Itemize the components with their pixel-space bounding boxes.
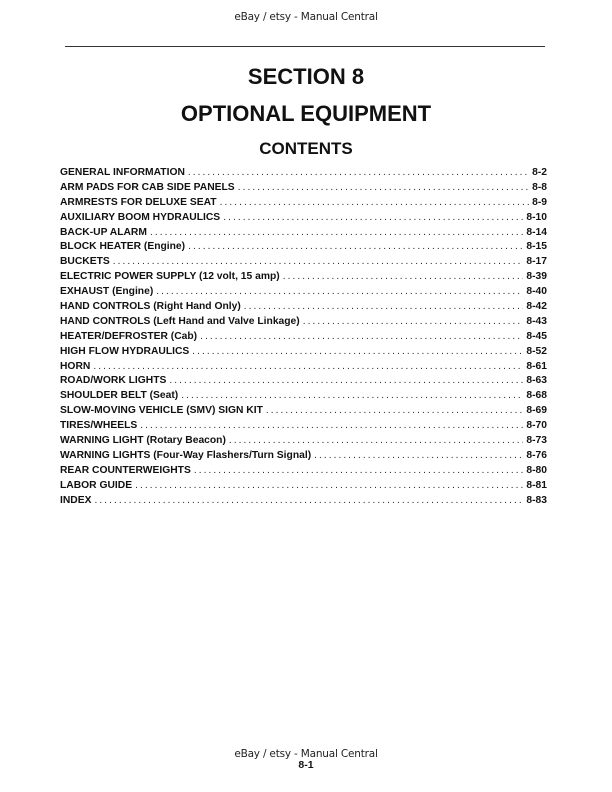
toc-entry[interactable]	[60, 285, 547, 300]
toc-entry[interactable]	[60, 494, 547, 509]
toc-entry-page: 8-17	[526, 256, 547, 268]
toc-entry-title: ROAD/WORK LIGHTS	[60, 375, 167, 387]
toc-entry-title: SLOW-MOVING VEHICLE (SMV) SIGN KIT	[60, 405, 263, 417]
toc-entry[interactable]	[60, 330, 547, 345]
toc-entry-title: GENERAL INFORMATION	[60, 167, 185, 178]
toc-entry[interactable]	[60, 166, 547, 181]
toc-entry[interactable]	[60, 464, 547, 479]
contents-heading: CONTENTS	[259, 139, 353, 158]
toc-entry-page: 8-76	[526, 449, 547, 461]
toc-entry-page: 8-69	[526, 405, 547, 417]
toc-leader-dots	[200, 330, 523, 345]
toc-entry-title: HIGH FLOW HYDRAULICS	[60, 345, 190, 357]
toc-leader-dots	[303, 315, 524, 330]
toc-entry-title: BUCKETS	[60, 256, 110, 268]
toc-entry-page: 8-15	[526, 241, 547, 253]
toc-entry-title: ELECTRIC POWER SUPPLY (12 volt, 15 amp)	[60, 271, 280, 283]
toc-entry-title: LABOR GUIDE	[60, 479, 133, 491]
toc-entry-page: 8-40	[526, 286, 547, 298]
toc-entry[interactable]	[60, 374, 547, 389]
toc-leader-dots	[314, 449, 523, 464]
toc-entry-title: INDEX	[60, 494, 92, 506]
toc-entry[interactable]	[60, 226, 547, 241]
toc-entry-page: 8-81	[526, 479, 547, 491]
toc-leader-dots	[220, 196, 530, 211]
toc-leader-dots	[238, 181, 529, 196]
table-of-contents	[60, 166, 547, 508]
toc-entry-title: HORN	[60, 360, 91, 372]
toc-entry-title: REAR COUNTERWEIGHTS	[60, 464, 191, 476]
toc-leader-dots	[113, 255, 524, 270]
toc-entry-page: 8-10	[526, 211, 547, 223]
section-title: SECTION 8	[247, 64, 365, 89]
toc-entry[interactable]	[60, 449, 547, 464]
toc-entry-page: 8-68	[526, 390, 547, 402]
toc-leader-dots	[283, 270, 524, 285]
toc-entry-title: BLOCK HEATER (Engine)	[60, 241, 186, 253]
toc-entry[interactable]	[60, 181, 547, 196]
toc-entry[interactable]	[60, 419, 547, 434]
toc-entry-title: BACK-UP ALARM	[60, 226, 147, 238]
toc-entry-title: EXHAUST (Engine)	[60, 286, 154, 298]
toc-entry-page: 8-43	[526, 315, 547, 327]
page-footer: eBay / etsy - Manual Central	[234, 748, 378, 760]
toc-entry-page: 8-42	[526, 301, 547, 313]
toc-entry-title: HAND CONTROLS (Right Hand Only)	[60, 301, 241, 313]
toc-entry-title: HAND CONTROLS (Left Hand and Valve Linkage)	[60, 315, 300, 327]
toc-entry-title: SHOULDER BELT (Seat)	[60, 390, 179, 402]
page-number: 8-1	[298, 759, 314, 771]
toc-entry-title: TIRES/WHEELS	[60, 420, 138, 432]
toc-entry[interactable]	[60, 196, 547, 211]
toc-leader-dots	[135, 479, 523, 494]
page-header: eBay / etsy - Manual Central	[234, 11, 378, 23]
toc-entry-page: 8-39	[526, 271, 547, 283]
toc-entry-page: 8-63	[526, 375, 547, 387]
toc-entry[interactable]	[60, 300, 547, 315]
toc-leader-dots	[94, 494, 523, 509]
toc-leader-dots	[223, 211, 523, 226]
toc-leader-dots	[194, 464, 524, 479]
toc-entry[interactable]	[60, 479, 547, 494]
toc-entry-title: AUXILIARY BOOM HYDRAULICS	[60, 211, 221, 223]
toc-entry[interactable]	[60, 211, 547, 226]
toc-entry[interactable]	[60, 345, 547, 360]
toc-entry[interactable]	[60, 360, 547, 375]
toc-entry-title: ARM PADS FOR CAB SIDE PANELS	[60, 181, 235, 193]
toc-entry[interactable]	[60, 270, 547, 285]
toc-leader-dots	[244, 300, 524, 315]
toc-entry-title: WARNING LIGHTS (Four-Way Flashers/Turn Signal)	[60, 449, 312, 461]
toc-entry-title: HEATER/DEFROSTER (Cab)	[60, 330, 198, 342]
toc-entry-page: 8-8	[532, 181, 547, 193]
toc-leader-dots	[156, 285, 523, 300]
toc-leader-dots	[181, 389, 523, 404]
toc-leader-dots	[140, 419, 523, 434]
toc-entry[interactable]	[60, 389, 547, 404]
toc-entry-title: ARMRESTS FOR DELUXE SEAT	[60, 196, 217, 208]
toc-entry-page: 8-14	[526, 226, 547, 238]
toc-leader-dots	[150, 226, 523, 241]
toc-leader-dots	[266, 404, 524, 419]
toc-leader-dots	[229, 434, 523, 449]
toc-entry-page: 8-9	[532, 196, 547, 208]
toc-entry[interactable]	[60, 315, 547, 330]
toc-leader-dots	[188, 166, 529, 181]
toc-leader-dots	[192, 345, 523, 360]
chapter-title: OPTIONAL EQUIPMENT	[180, 101, 432, 126]
toc-entry-page: 8-61	[526, 360, 547, 372]
toc-entry[interactable]	[60, 240, 547, 255]
toc-entry-page: 8-2	[532, 167, 547, 178]
toc-leader-dots	[169, 374, 523, 389]
header-divider	[65, 46, 545, 47]
toc-entry[interactable]	[60, 255, 547, 270]
toc-leader-dots	[188, 240, 523, 255]
toc-entry-page: 8-80	[526, 464, 547, 476]
toc-entry-page: 8-70	[526, 420, 547, 432]
toc-entry[interactable]	[60, 404, 547, 419]
toc-entry-page: 8-73	[526, 435, 547, 447]
toc-entry[interactable]	[60, 434, 547, 449]
toc-entry-page: 8-83	[526, 494, 547, 506]
toc-entry-page: 8-52	[526, 345, 547, 357]
toc-leader-dots	[93, 360, 523, 375]
toc-entry-page: 8-45	[526, 330, 547, 342]
toc-entry-title: WARNING LIGHT (Rotary Beacon)	[60, 435, 226, 447]
